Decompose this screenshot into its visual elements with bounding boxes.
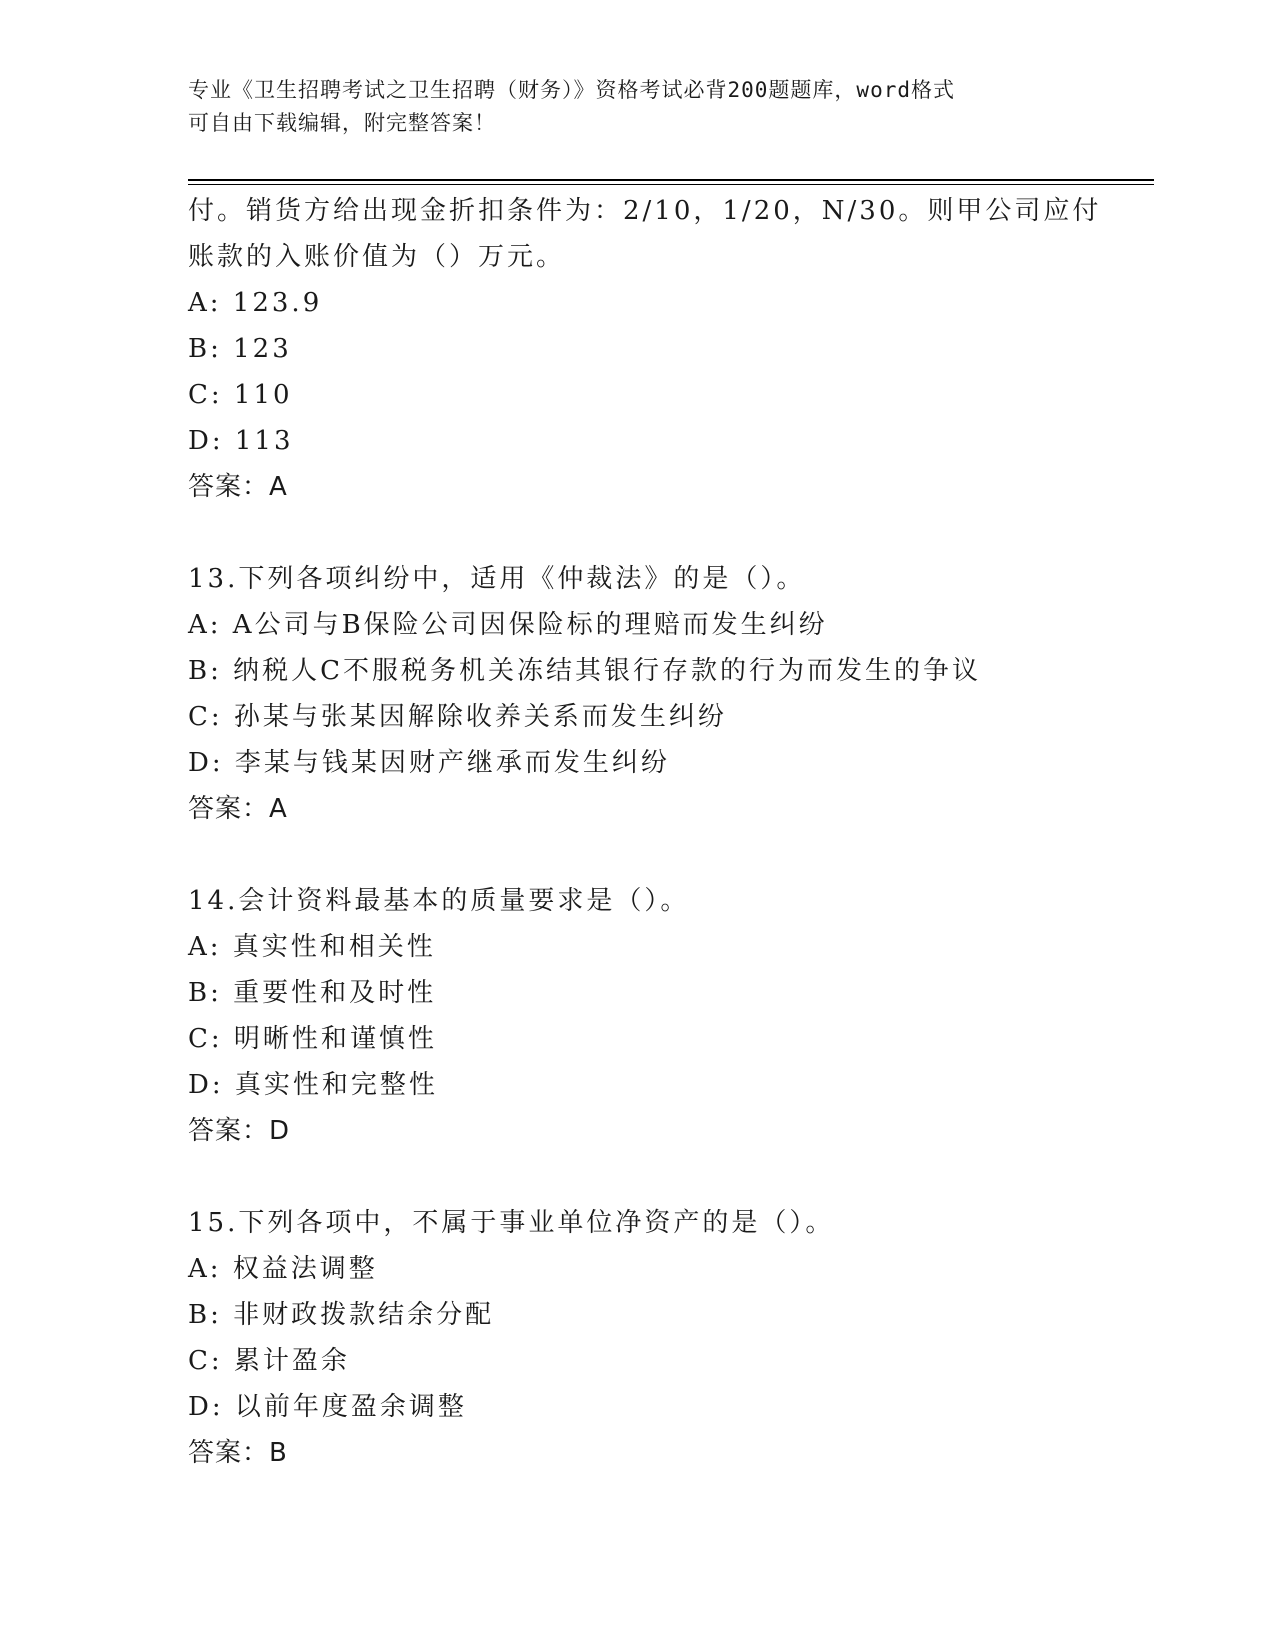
question-stem-line: 付。销货方给出现金折扣条件为：2/10，1/20，N/30。则甲公司应付 xyxy=(188,196,1102,226)
document-header xyxy=(188,74,1088,140)
option-b: B: 重要性和及时性 xyxy=(188,978,437,1008)
option-c: C: 孙某与张某因解除收养关系而发生纠纷 xyxy=(188,702,727,732)
question-block-13 xyxy=(188,556,1088,832)
question-stem: 15.下列各项中，不属于事业单位净资产的是（）。 xyxy=(188,1208,835,1238)
answer-line: 答案：D xyxy=(188,1116,291,1146)
option-b: B: 纳税人C不服税务机关冻结其银行存款的行为而发生的争议 xyxy=(188,656,982,686)
option-b: B: 123 xyxy=(188,334,292,364)
question-stem: 13.下列各项纠纷中，适用《仲裁法》的是（）。 xyxy=(188,564,806,594)
option-a: A: A公司与B保险公司因保险标的理赔而发生纠纷 xyxy=(188,610,828,640)
option-c: C: 累计盈余 xyxy=(188,1346,350,1376)
answer-line: 答案：B xyxy=(188,1438,288,1468)
header-line-2: 可自由下载编辑，附完整答案！ xyxy=(188,111,496,135)
question-block-12 xyxy=(188,188,1102,510)
question-block-14 xyxy=(188,878,1088,1154)
header-divider-thick xyxy=(188,179,1154,181)
question-stem: 14.会计资料最基本的质量要求是（）。 xyxy=(188,886,690,916)
option-d: D: 真实性和完整性 xyxy=(188,1070,438,1100)
option-d: D: 113 xyxy=(188,426,294,456)
option-d: D: 以前年度盈余调整 xyxy=(188,1392,467,1422)
option-b: B: 非财政拨款结余分配 xyxy=(188,1300,495,1330)
header-line-1: 专业《卫生招聘考试之卫生招聘（财务）》资格考试必背200题题库，word格式 xyxy=(188,78,955,102)
option-a: A: 123.9 xyxy=(188,288,323,318)
option-d: D: 李某与钱某因财产继承而发生纠纷 xyxy=(188,748,670,778)
document-body xyxy=(188,188,1102,1476)
question-block-15 xyxy=(188,1200,1088,1476)
option-c: C: 110 xyxy=(188,380,293,410)
question-stem-line: 账款的入账价值为（）万元。 xyxy=(188,242,566,272)
answer-line: 答案：A xyxy=(188,472,288,502)
option-a: A: 权益法调整 xyxy=(188,1254,378,1284)
answer-line: 答案：A xyxy=(188,794,288,824)
option-a: A: 真实性和相关性 xyxy=(188,932,436,962)
header-divider-thin xyxy=(188,184,1154,185)
option-c: C: 明晰性和谨慎性 xyxy=(188,1024,437,1054)
